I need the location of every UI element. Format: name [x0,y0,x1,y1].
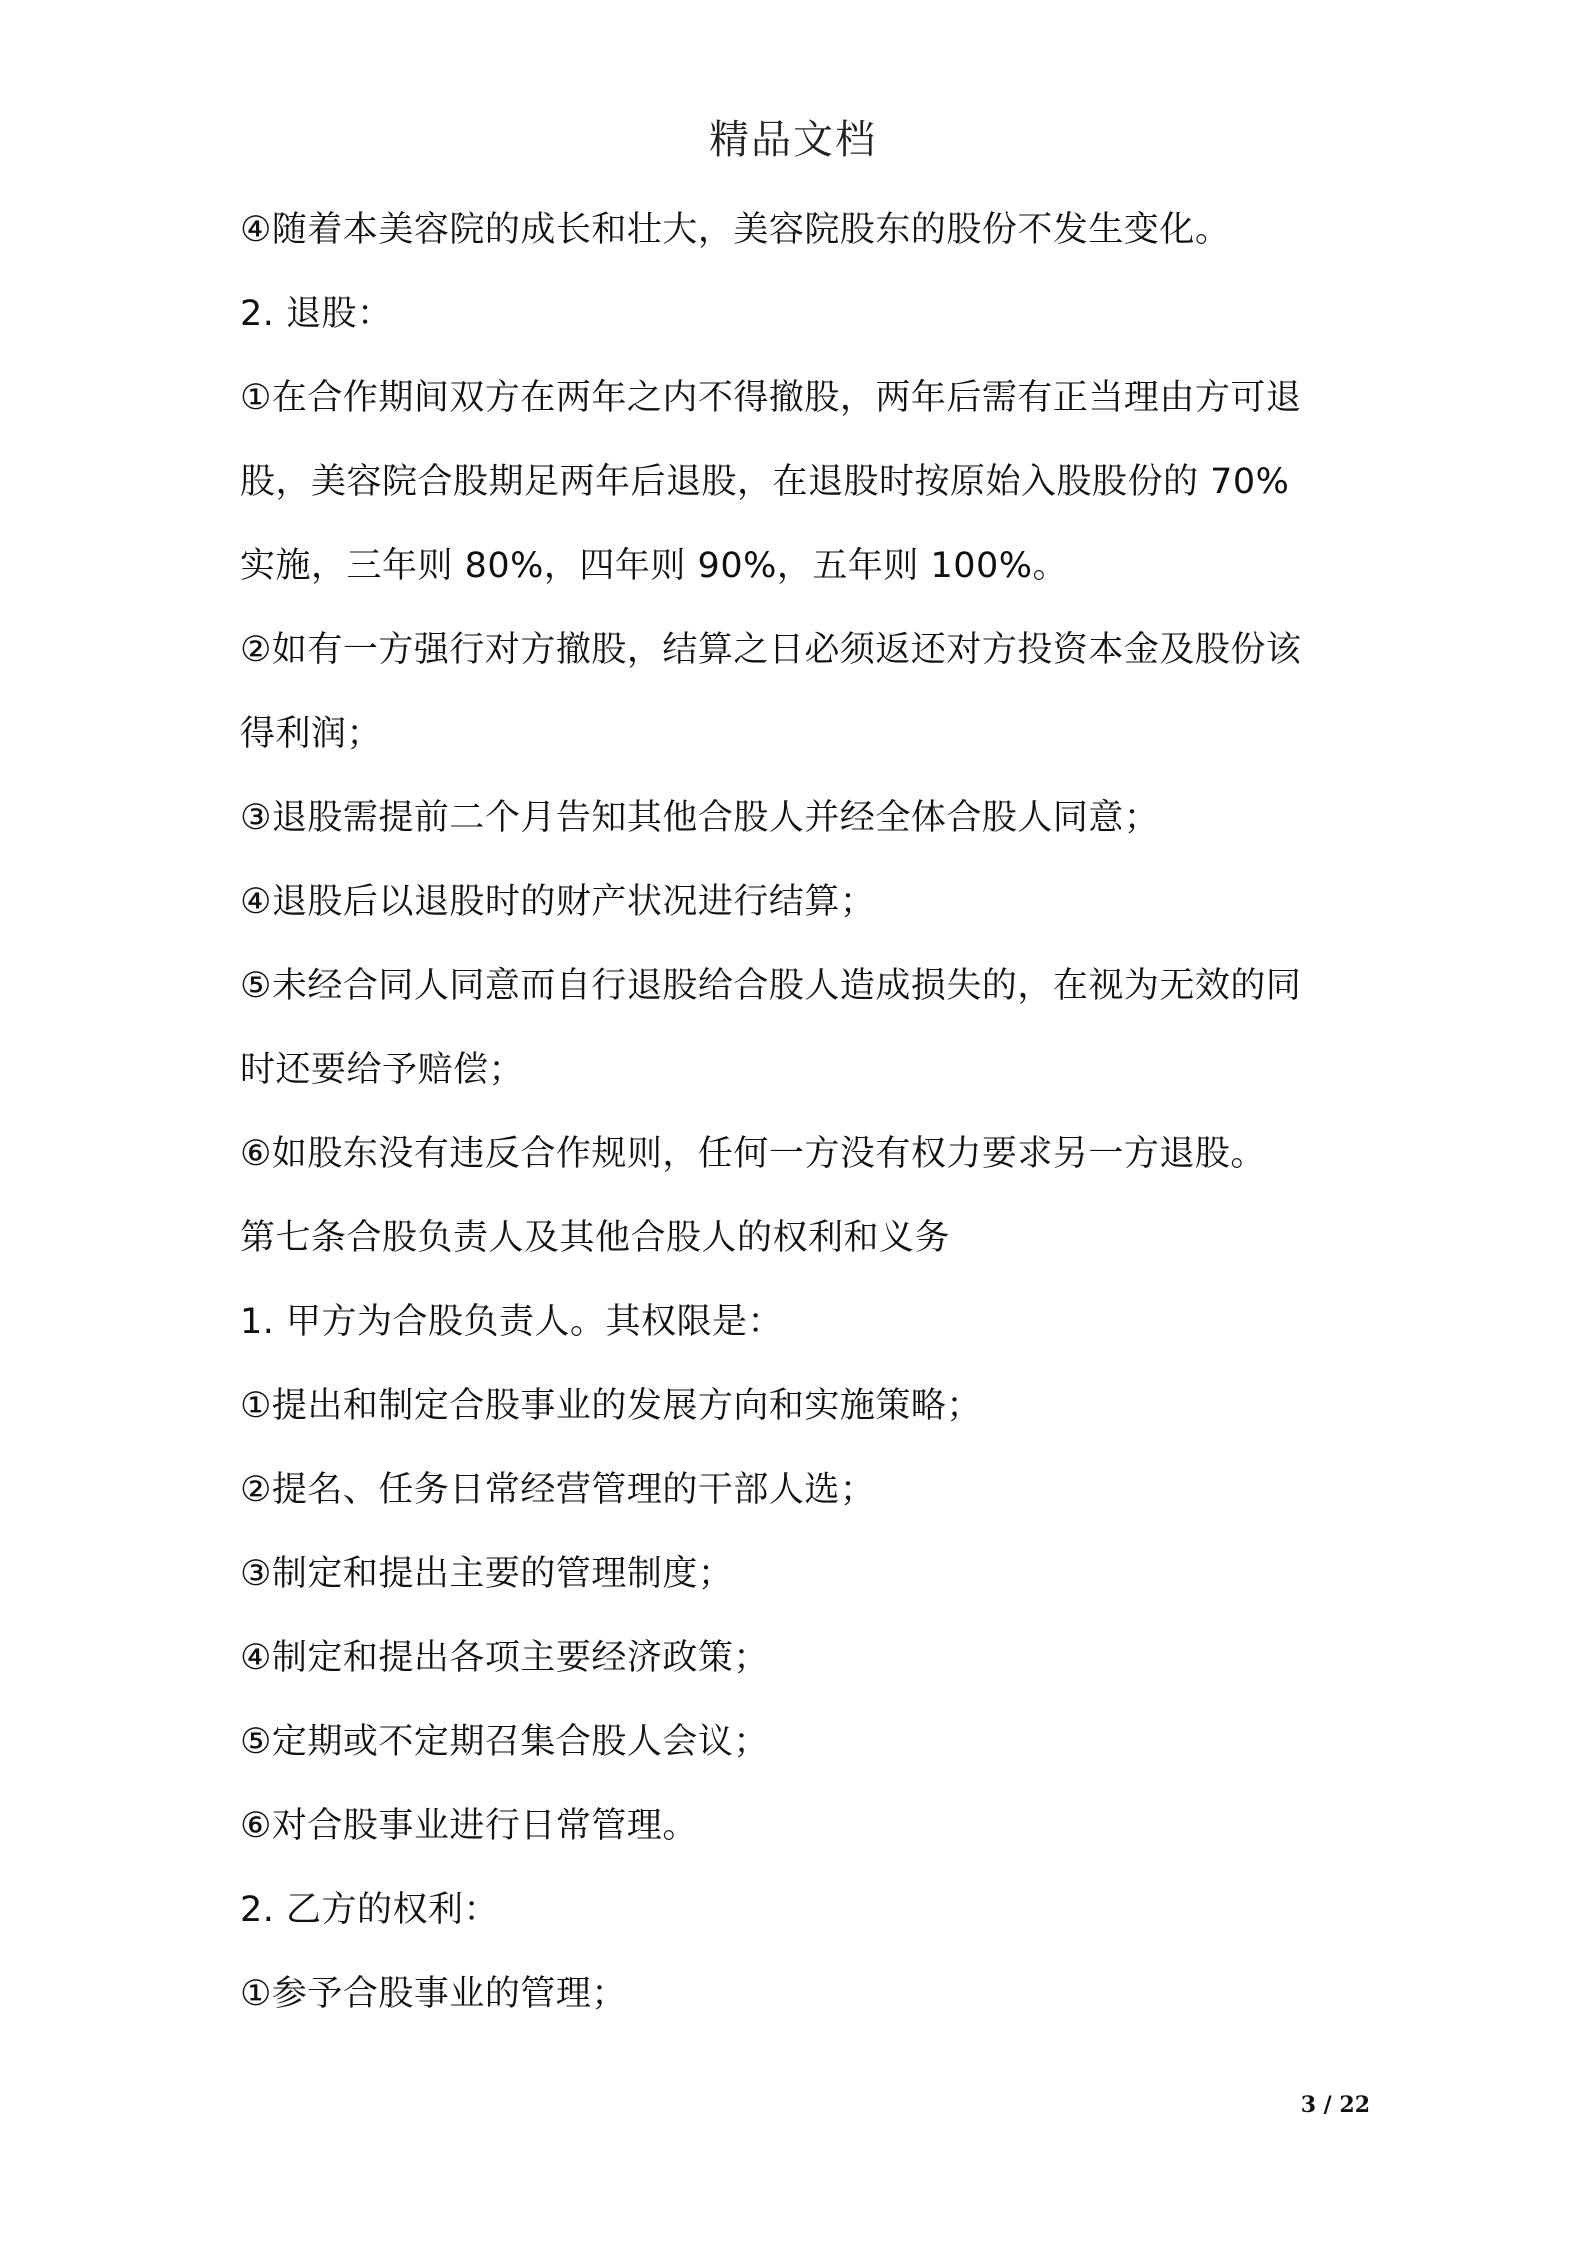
document-body [240,198,1370,2046]
body-line: ⑤定期或不定期召集合股人会议； [240,1722,769,1762]
body-line: ②如有一方强行对方撤股，结算之日必须返还对方投资本金及股份该 [240,630,1302,670]
body-line: 得利润； [240,714,383,754]
body-line: ④随着本美容院的成长和壮大，美容院股东的股份不发生变化。 [240,210,1231,250]
body-line: ③退股需提前二个月告知其他合股人并经全体合股人同意； [240,798,1160,838]
body-line: ①参予合股事业的管理； [240,1974,627,2014]
body-line: ②提名、任务日常经营管理的干部人选； [240,1470,876,1510]
page-number: 3 / 22 [1300,2092,1370,2118]
section-heading: 2. 退股： [240,294,393,334]
body-line: ④制定和提出各项主要经济政策； [240,1638,769,1678]
body-line: ③制定和提出主要的管理制度； [240,1554,734,1594]
body-line: ⑤未经合同人同意而自行退股给合股人造成损失的，在视为无效的同 [240,966,1302,1006]
body-line: 股，美容院合股期足两年后退股，在退股时按原始入股股份的 70% [240,462,1290,502]
page-header-title: 精品文档 [709,117,877,163]
article-heading: 第七条合股负责人及其他合股人的权利和义务 [240,1218,951,1258]
body-line: 实施，三年则 80%，四年则 90%，五年则 100%。 [240,546,1069,586]
body-line: ①提出和制定合股事业的发展方向和实施策略； [240,1386,982,1426]
body-line: 时还要给予赔偿； [240,1050,525,1090]
body-line: ⑥对合股事业进行日常管理。 [240,1806,698,1846]
body-line: ⑥如股东没有违反合作规则，任何一方没有权力要求另一方退股。 [240,1134,1266,1174]
body-line: ①在合作期间双方在两年之内不得撤股，两年后需有正当理由方可退 [240,378,1302,418]
section-heading: 1. 甲方为合股负责人。其权限是： [240,1302,784,1342]
section-heading: 2. 乙方的权利： [240,1890,500,1930]
body-line: ④退股后以退股时的财产状况进行结算； [240,882,876,922]
